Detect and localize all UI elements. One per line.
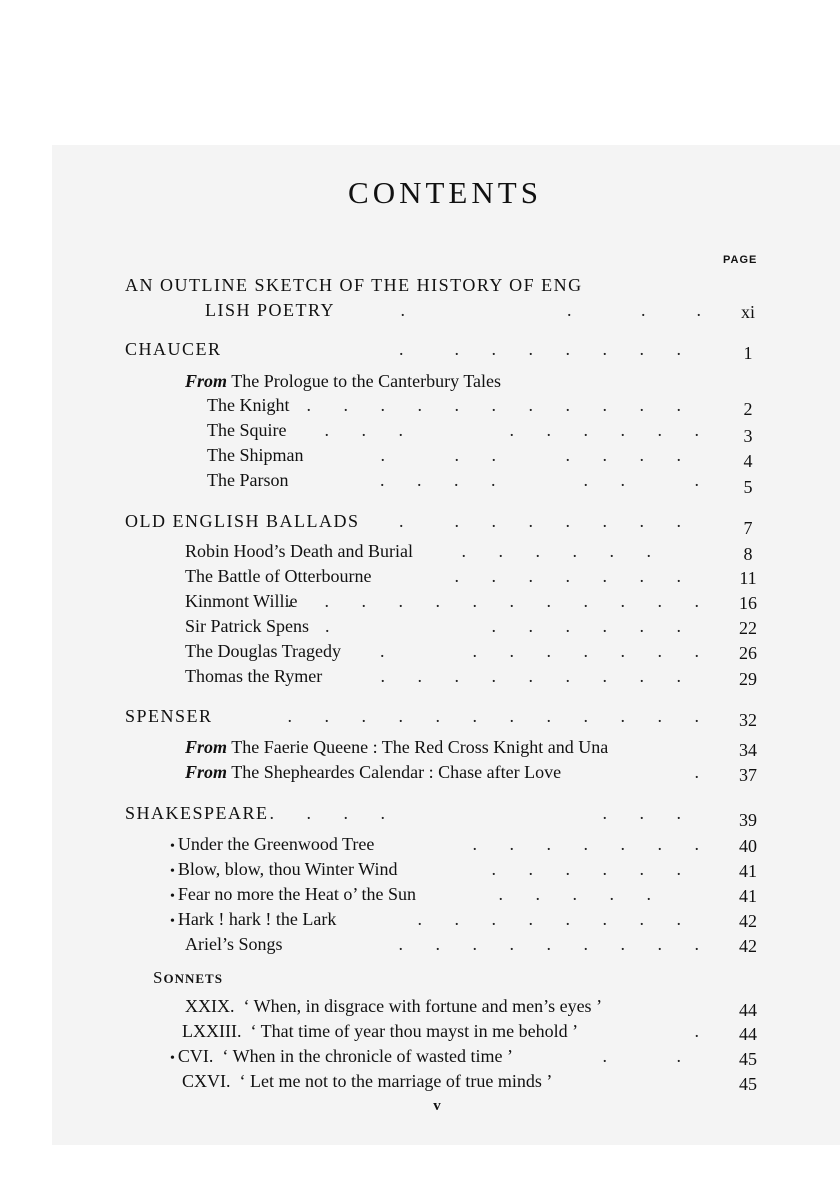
toc-entry-outline-line2[interactable] xyxy=(205,298,725,322)
from-label: From xyxy=(185,762,228,782)
dot-leader: . . . . . . . xyxy=(380,470,713,490)
page-number: 11 xyxy=(739,568,757,588)
toc-entry-otterbourne[interactable] xyxy=(185,564,725,588)
section-heading: CHAUCER xyxy=(125,339,222,359)
dot-leader: . . . . . . . . . . . . xyxy=(269,395,695,415)
toc-entry-winter-wind[interactable] xyxy=(170,857,725,881)
toc-entry-title: The Battle of Otterbourne xyxy=(185,566,372,586)
toc-entry-sonnet-xxix[interactable] xyxy=(185,994,725,1018)
dot-leader: . . . . . . . xyxy=(472,834,713,854)
dot-leader: . . . . . . . . xyxy=(399,339,695,359)
dot-leader: . . . . . . . . xyxy=(399,511,695,531)
toc-entry-knight[interactable] xyxy=(207,393,725,417)
footer-page-number: v xyxy=(433,1098,441,1114)
toc-entry-title: The Faerie Queene : The Red Cross Knight and Una xyxy=(231,737,609,757)
toc-entry-shipman[interactable] xyxy=(207,443,725,467)
dot-leader: . . . . . . . xyxy=(269,803,695,823)
dot-leader: . . . . . . . . xyxy=(380,641,713,661)
toc-entry-parson[interactable] xyxy=(207,468,725,492)
dot-leader: . . . . . . . . . xyxy=(398,934,713,954)
page-number: 22 xyxy=(739,618,757,638)
page-number: 29 xyxy=(739,669,757,689)
toc-entry-sonnet-cvi[interactable] xyxy=(170,1044,725,1068)
dot-leader: . . . . . . . . xyxy=(417,909,695,929)
toc-entry-shepheardes-calendar[interactable] xyxy=(185,760,725,784)
toc-entry-patrick-spens[interactable] xyxy=(185,614,725,638)
toc-entry-title: Blow, blow, thou Winter Wind xyxy=(177,859,398,879)
page-number: 16 xyxy=(739,593,757,613)
dot-leader: . . . . . . . . . . . . xyxy=(287,706,713,726)
toc-entry-greenwood-tree[interactable] xyxy=(170,832,725,856)
toc-section-ballads[interactable] xyxy=(125,509,725,533)
toc-entry-title: AN OUTLINE SKETCH OF THE HISTORY OF ENG xyxy=(125,275,583,295)
page-number: 41 xyxy=(739,886,757,906)
page-title: CONTENTS xyxy=(348,175,542,210)
section-heading: OLD ENGLISH BALLADS xyxy=(125,511,360,531)
page-number: 4 xyxy=(743,451,753,471)
page-number: 34 xyxy=(739,740,757,760)
page-number: 8 xyxy=(743,544,753,564)
page-number: 32 xyxy=(739,710,757,730)
page-column-label: PAGE xyxy=(723,254,758,266)
toc-entry-title: The Knight xyxy=(207,395,290,415)
sonnets-subheading: SONNETS xyxy=(153,968,223,987)
bullet-mark: • xyxy=(170,839,175,854)
toc-entry-title: Robin Hood’s Death and Burial xyxy=(185,541,413,561)
page-number: 5 xyxy=(743,477,753,497)
page-number: 41 xyxy=(739,861,757,881)
page-number: 2 xyxy=(743,399,753,419)
dot-leader: . . . . . . . . . xyxy=(324,420,713,440)
from-label: From xyxy=(185,737,228,757)
dot-leader: . xyxy=(694,762,713,782)
toc-entry-faerie-queene[interactable] xyxy=(185,735,725,759)
toc-entry-title: The Douglas Tragedy xyxy=(185,641,341,661)
toc-entry-title: Kinmont Willie xyxy=(185,591,298,611)
toc-entry-title: Under the Greenwood Tree xyxy=(177,834,375,854)
toc-entry-title: The Shepheardes Calendar : Chase after Love xyxy=(231,762,562,782)
dot-leader: . . . . . . . xyxy=(454,566,695,586)
toc-section-spenser[interactable] xyxy=(125,704,725,728)
dot-leader: . . . . . . . xyxy=(325,616,695,636)
toc-entry-outline-line1[interactable] xyxy=(125,273,725,297)
dot-leader: . . . . . . xyxy=(491,859,695,879)
dot-leader: . xyxy=(694,1021,713,1041)
page-number: 40 xyxy=(739,836,757,856)
dot-leader: . . . . . . xyxy=(461,541,665,561)
toc-entry-title: The Shipman xyxy=(207,445,304,465)
toc-entry-hark-the-lark[interactable] xyxy=(170,907,725,931)
sonnet-first-line: ‘ That time of year thou mayst in me behold ’ xyxy=(250,1021,579,1041)
dot-leader: . . xyxy=(602,1046,695,1066)
page-number: 37 xyxy=(739,765,757,785)
page-number: 45 xyxy=(739,1049,757,1069)
page-number: 1 xyxy=(743,343,753,363)
toc-entry-title: LISH POETRY xyxy=(205,300,336,320)
toc-entry-title: Sir Patrick Spens xyxy=(185,616,309,636)
sonnet-number: LXXIII. xyxy=(182,1021,242,1041)
toc-entry-title: Hark ! hark ! the Lark xyxy=(177,909,337,929)
sonnet-number: CXVI. xyxy=(182,1071,231,1091)
page-number: xi xyxy=(740,302,755,322)
toc-entry-thomas-rymer[interactable] xyxy=(185,664,725,688)
page-number: 26 xyxy=(739,643,757,663)
sonnet-number: CVI. xyxy=(177,1046,214,1066)
page-number: 42 xyxy=(739,936,757,956)
page-number: 45 xyxy=(739,1074,757,1094)
toc-section-chaucer[interactable] xyxy=(125,337,725,361)
dot-leader: . . . . . . . xyxy=(380,445,695,465)
page-number: 42 xyxy=(739,911,757,931)
sonnet-number: XXIX. xyxy=(185,996,235,1016)
section-heading: SPENSER xyxy=(125,706,213,726)
toc-entry-fear-no-more[interactable] xyxy=(170,882,725,906)
dot-leader: . . . . xyxy=(400,300,715,320)
bullet-mark: • xyxy=(170,864,175,879)
toc-entry-sonnet-cxvi[interactable] xyxy=(182,1069,725,1093)
page-number: 3 xyxy=(743,426,753,446)
toc-entry-kinmont-willie[interactable] xyxy=(185,589,725,613)
dot-leader: . . . . . xyxy=(498,884,665,904)
toc-entry-title: Ariel’s Songs xyxy=(185,934,283,954)
dot-leader: . . . . . . . . . xyxy=(380,666,695,686)
bullet-mark: • xyxy=(170,1051,175,1066)
toc-entry-robin-hood[interactable] xyxy=(185,539,725,563)
toc-entry-title: Fear no more the Heat o’ the Sun xyxy=(177,884,417,904)
sonnet-first-line: ‘ When in the chronicle of wasted time ’ xyxy=(222,1046,513,1066)
toc-entry-title: The Parson xyxy=(207,470,289,490)
toc-section-shakespeare[interactable] xyxy=(125,801,725,825)
section-heading: SHAKESPEARE xyxy=(125,803,269,823)
toc-entry-squire[interactable] xyxy=(207,418,725,442)
sonnet-first-line: ‘ Let me not to the marriage of true minds ’ xyxy=(239,1071,553,1091)
bullet-mark: • xyxy=(170,889,175,904)
toc-entry-title: Thomas the Rymer xyxy=(185,666,323,686)
bullet-mark: • xyxy=(170,914,175,929)
toc-entry-sonnet-lxxiii[interactable] xyxy=(182,1019,725,1043)
dot-leader: . . . . . . . . . . . . xyxy=(287,591,713,611)
page-number: 44 xyxy=(739,1000,757,1020)
page-number: 39 xyxy=(739,810,757,830)
sonnet-first-line: ‘ When, in disgrace with fortune and men’s eyes ’ xyxy=(243,996,603,1016)
toc-entry-title: The Prologue to the Canterbury Tales xyxy=(231,371,502,391)
toc-entry-ariels-songs[interactable] xyxy=(185,932,725,956)
toc-entry-title: The Squire xyxy=(207,420,287,440)
page-number: 7 xyxy=(743,518,753,538)
toc-entry-prologue[interactable] xyxy=(185,369,725,393)
from-label: From xyxy=(185,371,228,391)
page-number: 44 xyxy=(739,1024,757,1044)
toc-entry-douglas-tragedy[interactable] xyxy=(185,639,725,663)
